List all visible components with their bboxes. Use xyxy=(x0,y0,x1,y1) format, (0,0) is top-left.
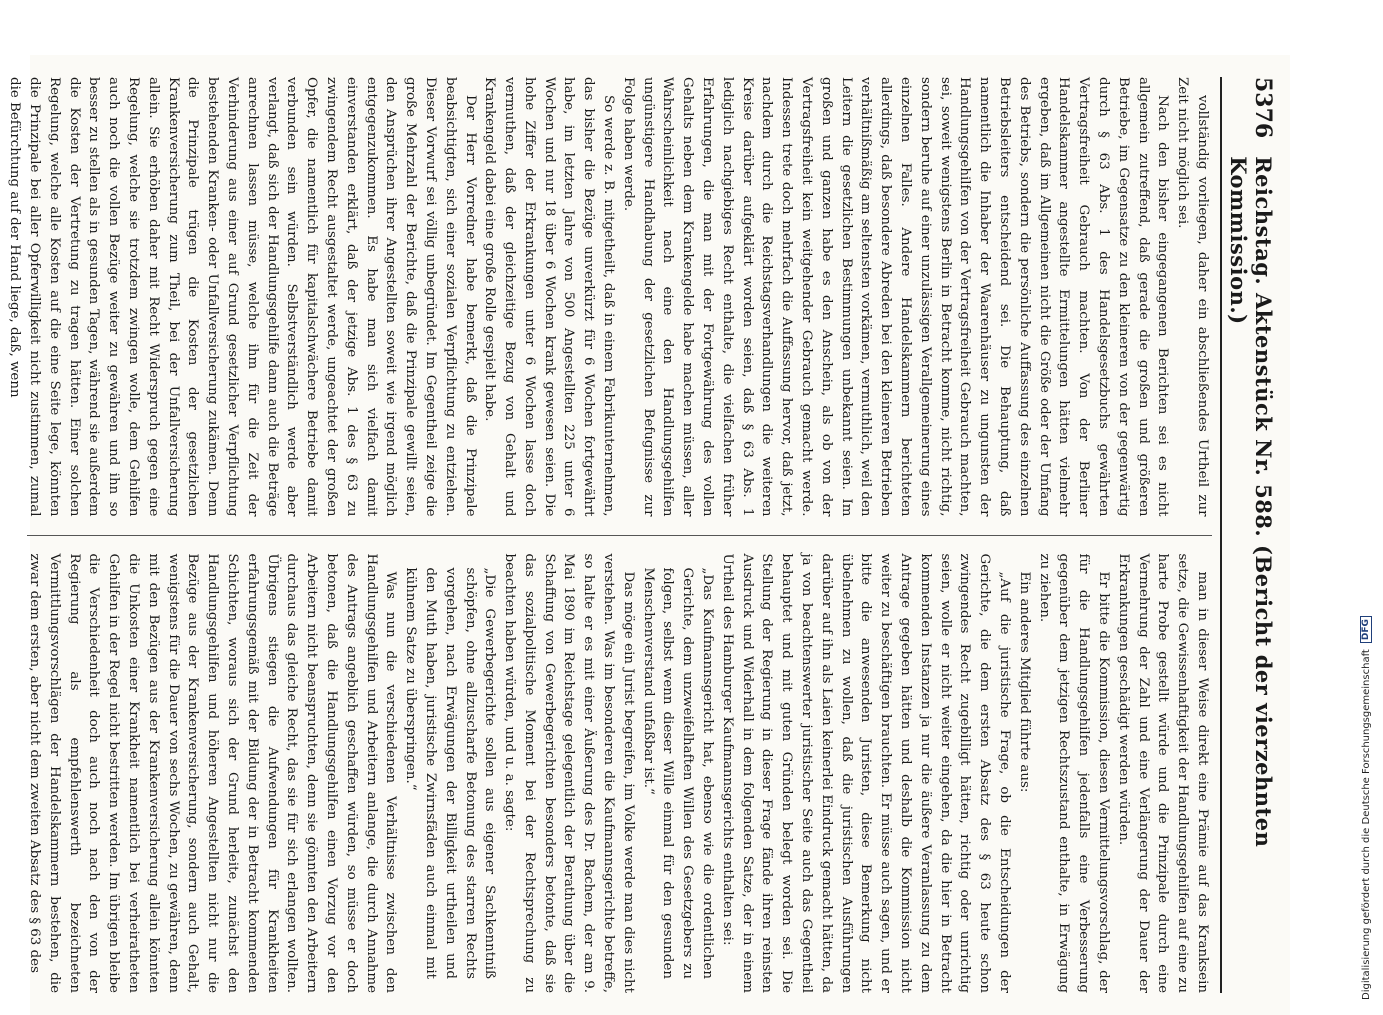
paragraph: vollständig vorliegen, daher ein abschließendes Urtheil zur Zeit nicht möglich sei. xyxy=(1175,77,1210,517)
paragraph: Das möge ein Jurist begreifen, im Volke werde man dies nicht verstehen. Was im besonderen die Kaufmannsgerichte betreffe, so halte er es mit einer Äußerung des Dr. Bachem, der am 9. Mai 1890 im Reichstage gelegentlich der Berathung über die Schaffung von Gewerbegerichten besonders betonte, daß sie das sozialpolitische Moment bei der Rechtsprechung zu beachten haben würden, und u. a. sagte: xyxy=(502,553,636,993)
paragraph: Was nun die verschiedenen Verhältnisse zwischen den Handlungsgehilfen und Arbeitern anlange, die durch Annahme des Antrags angeblich geschaffen würden, so müsse er doch betonen, daß die Handlungsgehilfen einen Vorzug vor den Arbeitern nicht beanspruchten, denn sie gönnten den Arbeitern durchaus das gleiche Recht, das sie für sich erlangen wollten. Übrigens stiegen die Aufwendungen für Krankheiten erfahrungsgemäß mit der Bildung der in Betracht kommenden Schichten, woraus sich der Grund herleite, zunächst den Handlungsgehilfen und höheren Angestellten nicht nur die Bezüge aus der Krankenversicherung, sondern auch Gehalt, wenigstens für die Dauer von sechs Wochen, zu gewähren, denn mit den Bezügen aus der Krankenversicherung allein könnten die Unkosten einer Krankheit namentlich bei verheiratheten Gehilfen in der Regel nicht bestritten werden. Im übrigen bleibe die Verschiedenheit doch auch noch nach den von der Regierung als empfehlenswerth bezeichneten Vermittlungsvorschlägen der Handelskammern bestehen, die zwar dem ersten, aber nicht dem zweiten Absatz des § 63 des xyxy=(26,553,399,993)
page-header xyxy=(1220,77,1276,993)
column-divider xyxy=(27,535,1212,536)
paragraph: man in dieser Weise direkt eine Prämie auf das Kranksein setze, die Gewissenhaftigkeit der Handlungsgehilfen auf eine zu harte Probe gestellt würde und die Prinzipale durch eine Vermehrung der Zahl und eine Verlängerung der Dauer der Erkrankungen geschädigt werden würden. xyxy=(1115,553,1210,993)
paragraph: „Die Gewerbegerichte sollen aus eigener Sachkenntniß schöpfen, ohne allzuscharfe Betonung des starren Rechts vorgehen, nach Erwägungen der Billigkeit urtheilen und den Muth haben, juristische Zwirnsfäden auch einmal mit kühnem Satze zu überspringen.“ xyxy=(403,567,498,979)
paragraph: „Das Kaufmannsgericht hat, ebenso wie die ordentlichen Gerichte, dem unzweifelhaften Willen des Gesetzgebers zu folgen, selbst wenn dieser Wille einmal für den gesunden Menschenverstand unfaßbar ist.“ xyxy=(640,567,716,979)
page-title: Reichstag. Aktenstück Nr. 588. (Bericht der vierzehnten Kommission.) xyxy=(1226,156,1276,848)
right-column xyxy=(27,554,1212,994)
paragraph: Er bitte die Kommission, diesen Vermittelungsvorschlag, der für die Handlungsgehilfen jedenfalls eine Verbesserung gegenüber dem jetzigen Rechtszustand enthalte, in Erwägung zu ziehen. xyxy=(1036,553,1112,993)
dfg-logo: DFG xyxy=(1360,616,1372,643)
rotated-document-page xyxy=(7,55,1290,1015)
left-column xyxy=(7,77,1212,517)
paragraph: So werde z. B. mitgetheilt, daß in einem Fabrikunternehmen, das bisher die Bezüge unverkürzt für 6 Wochen fortgewährt habe, im letzten Jahre von 500 Angestellten 225 unter 6 Wochen und nur 18 über 6 Wochen krank gewesen seien. Die hohe Ziffer der Erkrankungen unter 6 Wochen lasse doch vermuthen, daß der gleichzeitige Bezug von Gehalt und Krankengeld dabei eine große Rolle gespielt habe. xyxy=(482,77,617,517)
text-columns xyxy=(7,77,1212,993)
footer xyxy=(1356,140,1376,1000)
paragraph: „Auf die juristische Frage, ob die Entscheidungen der Gerichte, die dem ersten Absatz des § 63 heute schon zwingendes Recht zugebilligt hätten, richtig oder unrichtig seien, wolle er nicht weiter eingehen, da die hier in Betracht kommenden Instanzen ja nur die äußere Veranlassung zu dem Antrage gegeben hätten und deshalb die Kommission nicht weiter zu beschäftigen brauchten. Er müsse auch sagen, und er bitte die anwesenden Juristen, diese Bemerkung nicht übelnehmen zu wollen, daß die juristischen Ausführungen darüber auf ihn als Laien keinerlei Eindruck gemacht hätten, da ja von beachtenswerter juristischer Seite auch das Gegentheil behauptet und mit guten Gründen belegt worden sei. Die Stellung der Regierung in dieser Frage fände ihren reinsten Ausdruck und Widerhall in dem folgenden Satze, der in einem Urtheil des Hamburger Kaufmannsgerichts enthalten sei: xyxy=(719,553,1013,993)
paragraph: Nach den bisher eingegangenen Berichten sei es nicht allgemein zutreffend, daß gerade die großen und größeren Betriebe, im Gegensatze zu den kleineren von der gegenwärtig durch § 63 Abs. 1 des Handelsgesetzbuchs gewährten Vertragsfreiheit Gebrauch machten. Von der Berliner Handelskammer angestellte Ermittelungen hätten vielmehr ergeben, daß im Allgemeinen nicht die Größe oder der Umfang des Betriebs, sondern die persönliche Auffassung des einzelnen Betriebsleiters entscheidend sei. Die Behauptung, daß namentlich die Inhaber der Waarenhäuser zu ungunsten der Handlungsgehilfen von der Vertragsfreiheit Gebrauch machten, sei, soweit wenigstens Berlin in Betracht komme, nicht richtig, sondern beruhe auf einer unzulässigen Verallgemeinerung eines einzelnen Falles. Andere Handelskammern berichteten allerdings, daß besondere Abreden bei den kleineren Betrieben verhältnißmäßig am seltensten vorkämen, vermuthlich, weil den Leitern die gesetzlichen Bestimmungen unbekannt seien. Im großen und ganzen habe es den Anschein, als ob von der Vertragsfreiheit kein weitgehender Gebrauch gemacht werde. Indessen trete doch mehrfach die Auffassung hervor, daß jetzt, nachdem durch die Reichstagsverhandlungen die weiteren Kreise darüber aufgeklärt worden seien, daß § 63 Abs. 1 lediglich nachgiebiges Recht enthalte, die vielfachen früher Erfahrungen, die man mit der Fortgewährung des vollen Gehalts neben dem Krankengelde habe machen müssen, aller Wahrscheinlichkeit nach eine den Handlungsgehilfen ungünstigere Handhabung der gesetzlichen Befugnisse zur Folge haben werde. xyxy=(620,77,1171,517)
footer-text: Digitalisierung gefördert durch die Deutsche Forschungsgemeinschaft xyxy=(1360,649,1372,1000)
paragraph: Ein anderes Mitglied führte aus: xyxy=(1016,571,1032,793)
page-number: 5376 xyxy=(1250,77,1276,139)
paragraph: Der Herr Vorredner habe bemerkt, daß die Prinzipale beabsichtigten, sich einer sozialen Verpflichtung zu entziehen. Dieser Vorwurf sei völlig unbegründet. Im Gegentheil zeige die große Mehrzahl der Berichte, daß die Prinzipale gewillt seien, den Ansprüchen ihrer Angestellten soweit wie irgend möglich entgegenzukommen. Es habe man sich vielfach damit einverstanden erklärt, daß der jetzige Abs. 1 des § 63 zu zwingendem Recht ausgestaltet werde, ungeachtet der großen Opfer, die namentlich für kapitalschwächere Betriebe damit verbunden sein würden. Selbstverständlich werde aber verlangt, daß sich der Handlungsgehilfe dann auch die Beträge anrechnen lassen müsse, welche ihm für die Zeit der Verhinderung aus einer auf Grund gesetzlicher Verpflichtung bestehenden Kranken- oder Unfallversicherung zukämen. Denn die Prinzipale trügen die Kosten der gesetzlichen Krankenversicherung zum Theil, bei der Unfallversicherung allein. Sie erhöben daher mit Recht Widerspruch gegen eine Regelung, welche sie trotzdem zwingen wolle, dem Gehilfen auch noch die vollen Bezüge weiter zu gewähren und ihn so besser zu stellen als in gesunden Tagen, während sie außerdem die Kosten der Vertretung zu tragen hätten. Einer solchen Regelung, welche alle Kosten auf die eine Seite lege, könnten die Prinzipale bei aller Opferwilligkeit nicht zustimmen, zumal die Befürchtung auf der Hand liege, daß, wenn xyxy=(7,77,478,517)
